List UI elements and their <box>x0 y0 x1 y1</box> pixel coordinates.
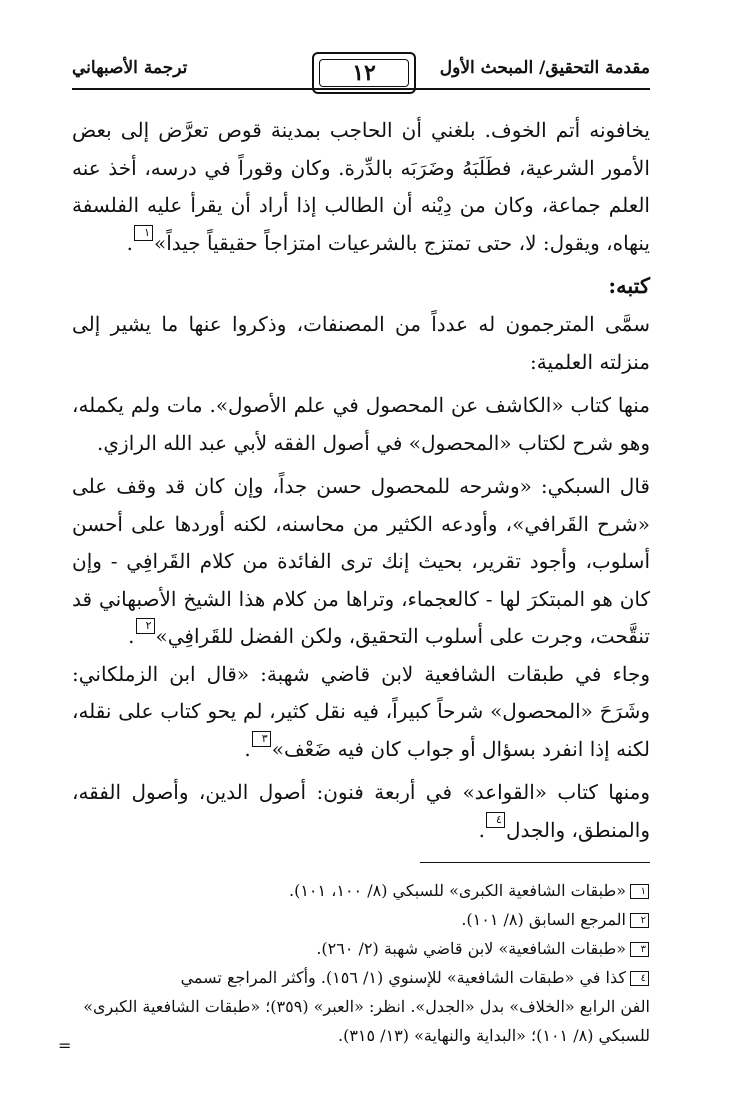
footnote-text: «طبقات الشافعية» لابن قاضي شهبة (٢/ ٢٦٠). <box>316 939 626 958</box>
header-section-title: مقدمة التحقيق/ المبحث الأول <box>439 58 650 78</box>
footnote-text: كذا في «طبقات الشافعية» للإسنوي (١/ ١٥٦). وأكثر المراجع تسمي <box>180 968 626 987</box>
footnote-text: «طبقات الشافعية الكبرى» للسبكي (٨/ ١٠٠، ١٠١). <box>289 881 626 900</box>
paragraph-4: قال السبكي: «وشرحه للمحصول حسن جداً، وإن كان قد وقف على «شرح القَرافي»، وأودعه الكثير من محاسنه، لكنه أوردها على أحسن أسلوب، وأجود تقرير، بحيث إنك ترى الفائدة من كلام القَرافِي - وإن كان هو المبتكرَ لها - كالعجماء، وتراها من كلام هذا الشيخ الأصبهاني قد تنقَّحت، وجرت على أسلوب التحقيق، ولكن الفضل للقَرافِي»٢. <box>72 474 650 648</box>
running-header <box>72 52 650 98</box>
header-chapter-title: ترجمة الأصبهاني <box>72 58 188 78</box>
footnote-ref-1[interactable]: ١ <box>134 225 153 241</box>
section-heading: كتبه: <box>608 273 650 298</box>
page-number: ١٢ <box>352 60 376 86</box>
footnote-ref-3[interactable]: ٣ <box>252 731 271 747</box>
footnote-number: ٢ <box>630 913 649 928</box>
main-text <box>72 112 650 849</box>
footnote-1 <box>72 876 650 905</box>
paragraph-3: منها كتاب «الكاشف عن المحصول في علم الأصول». مات ولم يكمله، وهو شرح لكتاب «المحصول» في أصول الفقه لأبي عبد الله الرازي. <box>72 393 650 455</box>
paragraph-4-text: قال السبكي: «وشرحه للمحصول حسن جداً، وإن كان قد وقف على «شرح القَرافي»، وأودعه الكثير من محاسنه، لكنه أوردها على أحسن أسلوب، وأجود تقرير، بحيث إنك ترى الفائدة من كلام القَرافِي - وإن كان هو المبتكرَ لها - كالعجماء، وتراها من كلام هذا الشيخ الأصبهاني قد تنقَّحت، وجرت على أسلوب التحقيق، ولكن الفضل للقَرافِي» <box>72 474 650 648</box>
footnotes <box>72 876 650 1050</box>
paragraph-6: ومنها كتاب «القواعد» في أربعة فنون: أصول الدين، وأصول الفقه، والمنطق، والجدل٤. <box>72 780 650 842</box>
paragraph-5: وجاء في طبقات الشافعية لابن قاضي شهبة: «قال ابن الزملكاني: وشَرَحَ «المحصول» شرحاً كبيراً، فيه نقل كثير، لم يحو كتاب على نقله، لكنه إذا انفرد بسؤال أو جواب كان فيه ضَعْف»٣. <box>72 661 650 761</box>
footnote-4-continuation: الفن الرابع «الخلاف» بدل «الجدل». انظر: «العبر» (٣٥٩)؛ «طبقات الشافعية الكبرى» للسبكي (٨/ ١٠١)؛ «البداية والنهاية» (١٣/ ٣١٥). <box>83 997 650 1045</box>
footnote-text: المرجع السابق (٨/ ١٠١). <box>461 910 626 929</box>
footnote-ref-4[interactable]: ٤ <box>486 812 505 828</box>
header-rule <box>72 88 650 90</box>
paragraph-1-text: يخافونه أتم الخوف. بلغني أن الحاجب بمدينة قوص تعرَّض إلى بعض الأمور الشرعية، فطَلَبَهُ وضَرَبَه بالدِّرة. وكان وقوراً في درسه، أخذ عنه العلم جماعة، وكان من دِيْنه أن الطالب إذا أراد أن يقرأ عليه الفلسفة ينهاه، ويقول: لا، حتى تمتزج بالشرعيات امتزاجاً حقيقياً جيداً» <box>72 118 650 255</box>
paragraph-5-text: وجاء في طبقات الشافعية لابن قاضي شهبة: «قال ابن الزملكاني: وشَرَحَ «المحصول» شرحاً كبيراً، فيه نقل كثير، لم يحو كتاب على نقله، لكنه إذا انفرد بسؤال أو جواب كان فيه ضَعْف» <box>72 661 650 761</box>
footnote-number: ١ <box>630 884 649 899</box>
paragraph-1: يخافونه أتم الخوف. بلغني أن الحاجب بمدينة قوص تعرَّض إلى بعض الأمور الشرعية، فطَلَبَهُ وضَرَبَه بالدِّرة. وكان وقوراً في درسه، أخذ عنه العلم جماعة، وكان من دِيْنه أن الطالب إذا أراد أن يقرأ عليه الفلسفة ينهاه، ويقول: لا، حتى تمتزج بالشرعيات امتزاجاً حقيقياً جيداً»١. <box>72 118 650 255</box>
footnote-4 <box>72 963 650 992</box>
margin-mark: = <box>58 1036 72 1055</box>
footnote-2 <box>72 905 650 934</box>
footnote-3 <box>72 934 650 963</box>
footnote-ref-2[interactable]: ٢ <box>136 618 155 634</box>
paragraph-6-text: ومنها كتاب «القواعد» في أربعة فنون: أصول الدين، وأصول الفقه، والمنطق، والجدل <box>72 780 650 842</box>
footnote-separator <box>420 862 650 863</box>
paragraph-2: سمَّى المترجمون له عدداً من المصنفات، وذكروا عنها ما يشير إلى منزلته العلمية: <box>72 312 650 374</box>
footnote-number: ٣ <box>630 942 649 957</box>
footnote-number: ٤ <box>630 971 649 986</box>
